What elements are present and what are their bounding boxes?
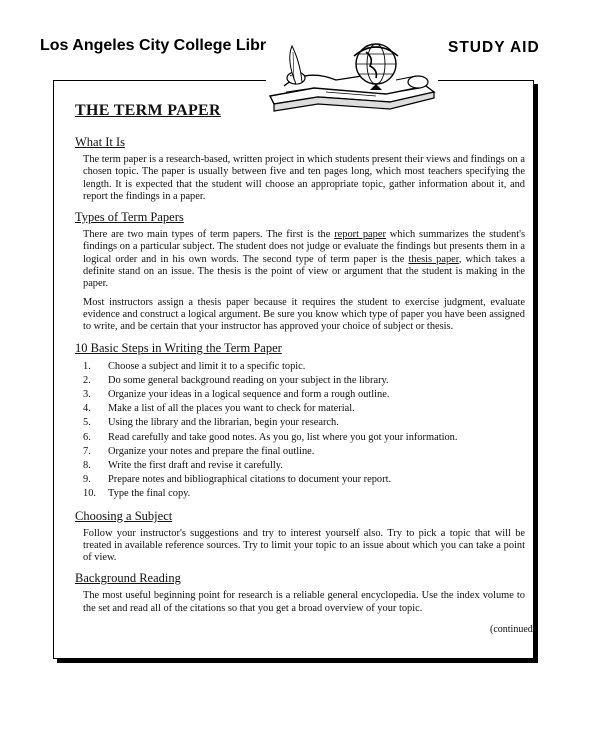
list-item: 3. Organize your ideas in a logical sequence and form a rough outline. (83, 388, 390, 400)
steps-list (83, 360, 525, 502)
what-it-is-text: The term paper is a research-based, written project in which students present their views and findings on a chosen topic. The paper is usually between five and ten pages long, which most teachers specifying the length. It is expected that the student will choose an appropriate topic, gather information about it, and report the findings in a paper. (83, 154, 525, 202)
globe-books-illustration (266, 40, 438, 118)
list-item: 7. Organize your notes and prepare the final outline. (83, 445, 315, 457)
library-name: Los Angeles City College Library (40, 37, 291, 54)
list-item: 10. Type the final copy. (83, 488, 191, 500)
page-title: THE TERM PAPER (75, 102, 221, 119)
report-paper-term: report paper (334, 229, 386, 241)
continued-note: (continued) (490, 624, 537, 635)
list-item: 1. Choose a subject and limit it to a specific topic. (83, 360, 306, 372)
list-item: 5. Using the library and the librarian, begin your research. (83, 417, 339, 429)
list-item: 2. Do some general background reading on your subject in the library. (83, 374, 389, 386)
types-paragraph-1: There are two main types of term papers. The first is the report paper which summarizes the student's findings on a particular subject. The student does not judge or evaluate the findings but presents them in a logical order and in his own words. The second type of term paper is the thesis paper, which takes a definite stand on an issue. The thesis is the point of view or argument that the student is making in the paper. (83, 229, 526, 290)
heading-choosing: Choosing a Subject (75, 508, 173, 523)
heading-types: Types of Term Papers (75, 210, 184, 225)
main-content (75, 134, 525, 621)
list-item: 4. Make a list of all the places you want to check for material. (83, 403, 355, 415)
list-item: 9. Prepare notes and bibliographical citations to document your report. (83, 474, 392, 486)
heading-what-it-is: What It Is (75, 135, 125, 149)
heading-background: Background Reading (75, 571, 181, 586)
study-aid-label: STUDY AID (448, 39, 540, 56)
types-paragraph-2: Most instructors assign a thesis paper because it requires the student to exercise judgment, evaluate evidence and construct a logical argument. Be sure you know which type of paper you have been assigned to write, and be certain that your instructor has approved your choice of subject or thesis. (83, 296, 525, 333)
choosing-text: Follow your instructor's suggestions and try to interest yourself also. Try to pick a topic that will be treated in available reference sources. Try to limit your topic to an issue about which you can take a point of view. (83, 527, 525, 564)
heading-steps: 10 Basic Steps in Writing the Term Paper (75, 340, 282, 355)
background-text: The most useful beginning point for research is a reliable general encyclopedia. Use the index volume to the set and read all of the citations so that you get a broad overview of your topic. (83, 590, 525, 614)
list-item: 8. Write the first draft and revise it carefully. (83, 459, 283, 471)
thesis-paper-term: thesis paper (408, 253, 459, 265)
list-item: 6. Read carefully and take good notes. As you go, list where you got your information. (83, 431, 458, 443)
